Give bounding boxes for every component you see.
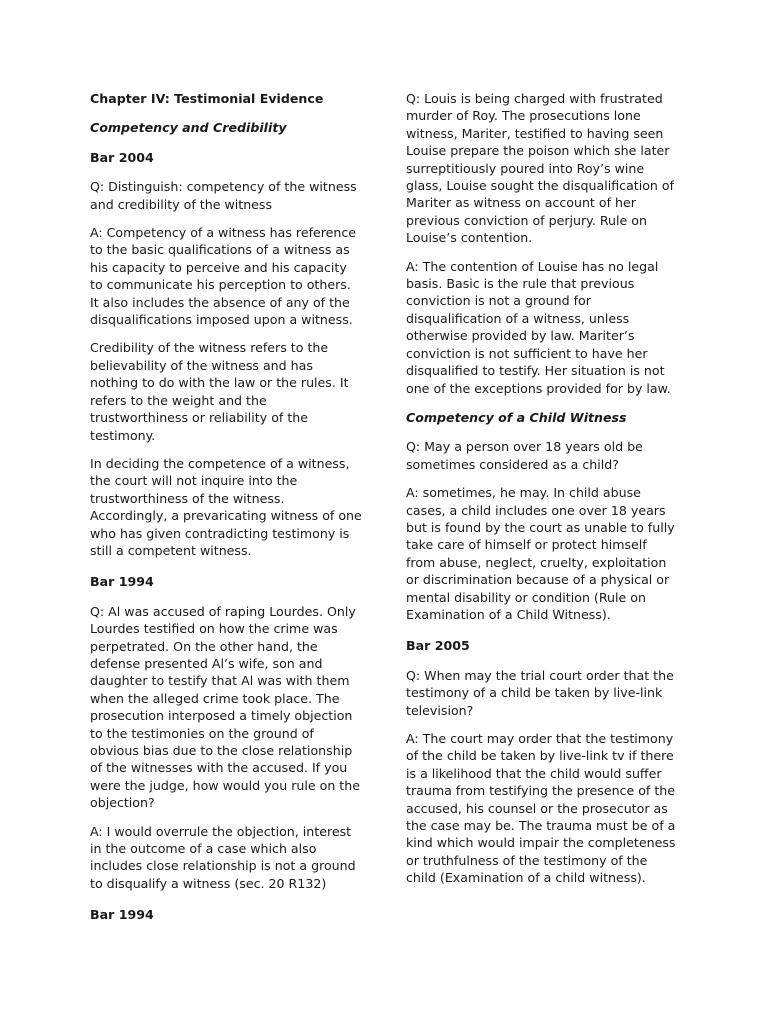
paragraph-deciding-competence: In deciding the competence of a witness, the court will not inquire into the trustworthiness of the witness. Accordingly, a prevaricating witness of one who has given contradicting testimony is still a competent witness. (90, 455, 362, 558)
bar-2005-heading: Bar 2005 (406, 638, 470, 654)
answer-competency: A: Competency of a witness has reference to the basic qualifications of a witness as his capacity to perceive and his capacity to communicate his perception to others. It also includes the absence of any of the disqualifications imposed upon a witness. (90, 225, 357, 328)
bar-1994-heading-2: Bar 1994 (90, 907, 154, 923)
answer-live-link-tv: A: The court may order that the testimony of the child be taken by live-link tv if there is a likelihood that the child would suffer trauma from testifying the presence of the accused, his counsel or the prosecutor as the case may be. The trauma must be of a kind which would impair the completeness or truthfulness of the testimony of the child (Examination of a child witness). (406, 731, 676, 886)
paragraph-credibility: Credibility of the witness refers to the believability of the witness and has nothing to do with the law or the rules. It refers to the weight and the trustworthiness or reliability of the testimony. (90, 340, 349, 443)
question-distinguish: Q: Distinguish: competency of the witness and credibility of the witness (90, 179, 357, 212)
question-al-accused: Q: Al was accused of raping Lourdes. Only Lourdes testified on how the crime was perpetrated. On the other hand, the defense presented Al’s wife, son and daughter to testify that Al was with them when the alleged crime took place. The prosecution interposed a timely objection to the testimonies on the ground of obvious bias due to the close relationship of the witnesses with the accused. If you were the judge, how would you rule on the objection? (90, 603, 360, 811)
question-over-18: Q: May a person over 18 years old be sometimes considered as a child? (406, 439, 643, 472)
bar-1994-heading: Bar 1994 (90, 574, 154, 590)
question-live-link: Q: When may the trial court order that the testimony of a child be taken by live-link television? (406, 667, 674, 718)
question-louis-charged: Q: Louis is being charged with frustrated murder of Roy. The prosecutions lone witness, Mariter, testified to having seen Louise prepare the poison which she later surreptitiously poured into Roy’s wine glass, Louise sought the disqualification of Mariter as witness on account of her previous conviction of perjury. Rule on Louise’s contention. (406, 91, 675, 246)
left-column (90, 90, 362, 936)
chapter-title: Chapter IV: Testimonial Evidence (90, 91, 324, 106)
answer-child-abuse: A: sometimes, he may. In child abuse cases, a child includes one over 18 years but is found by the court as unable to fully take care of himself or protect himself from abuse, neglect, cruelty, exploitation or discrimination because of a physical or mental disability or condition (Rule on Examination of a Child Witness). (406, 485, 675, 622)
answer-louise-contention: A: The contention of Louise has no legal basis. Basic is the rule that previous conviction is not a ground for disqualification of a witness, unless otherwise provided by law. Mariter’s conviction is not sufficient to have her disqualified to testify. Her situation is not one of the exceptions provided for by law. (406, 258, 671, 396)
right-column (406, 90, 678, 898)
section-title-child-witness: Competency of a Child Witness (406, 409, 627, 425)
section-title-competency-credibility: Competency and Credibility (90, 120, 287, 136)
bar-2004-heading: Bar 2004 (90, 149, 154, 165)
answer-overrule-objection: A: I would overrule the objection, interest in the outcome of a case which also includes close relationship is not a ground to disqualify a witness (sec. 20 R132) (90, 823, 356, 891)
